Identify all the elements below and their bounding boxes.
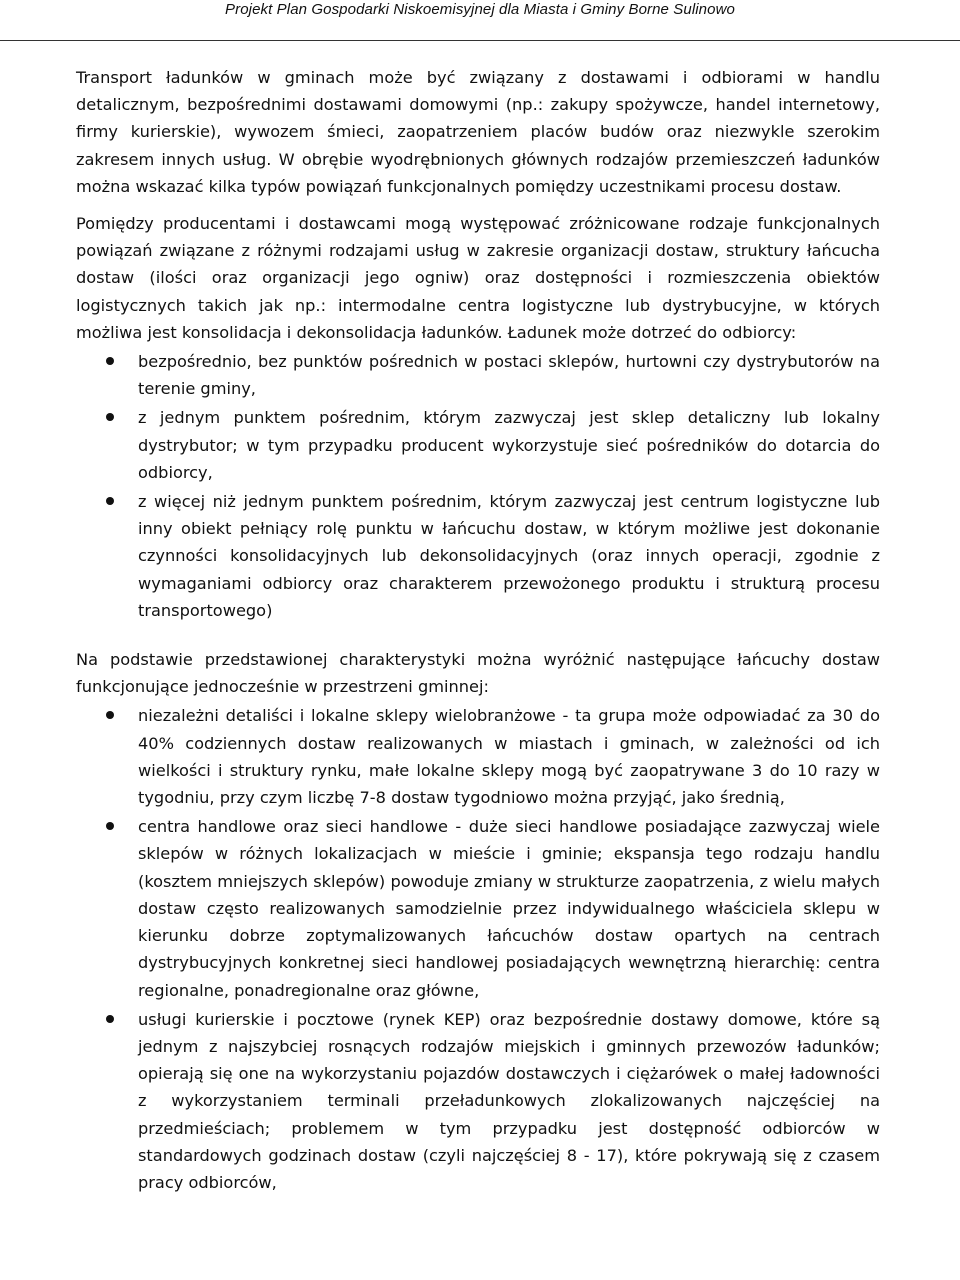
paragraph-1: Transport ładunków w gminach może być związany z dostawami i odbiorami w handlu detalicznym, bezpośrednimi dostawami domowymi (np.: zakupy spożywcze, handel internetowy, firmy kurierskie), wywozem śmieci, zaopatrzeniem placów budów oraz niezwykle szerokim zakresem innych usług. W obrębie wyodrębnionych głównych rodzajów przemieszczeń ładunków można wskazać kilka typów powiązań funkcjonalnych pomiędzy uczestnikami procesu dostaw. xyxy=(76,68,880,196)
header-title: Projekt Plan Gospodarki Niskoemisyjnej dla Miasta i Gminy Borne Sulinowo xyxy=(225,1,735,18)
paragraph-3: Na podstawie przedstawionej charakterystyki można wyróżnić następujące łańcuchy dostaw funkcjonujące jednocześnie w przestrzeni gminnej: xyxy=(76,650,880,697)
list-item-text: z jednym punktem pośrednim, którym zazwyczaj jest sklep detaliczny lub lokalny dystrybutor; w tym przypadku producent wykorzystuje sieć pośredników do dotarcia do odbiorcy, xyxy=(138,408,880,482)
page-header xyxy=(0,0,960,41)
bullet-icon xyxy=(106,357,114,365)
bullet-icon xyxy=(106,497,114,505)
bullet-icon xyxy=(106,711,114,719)
document-body xyxy=(76,64,880,1196)
list-item-text: centra handlowe oraz sieci handlowe - duże sieci handlowe posiadające zazwyczaj wiele sklepów w różnych lokalizacjach w mieście i gminie; ekspansja tego rodzaju handlu (kosztem mniejszych sklepów) powoduje zmiany w strukturze zaopatrzenia, z wielu małych dostaw często realizowanych samodzielnie przez indywidualnego właściciela sklepu w kierunku dobrze zoptymalizowanych łańcuchów dostaw opartych na centrach dystrybucyjnych konkretnej sieci handlowej posiadających wewnętrzną hierarchię: centra regionalne, ponadregionalne oraz główne, xyxy=(138,817,880,1000)
bullet-list-1 xyxy=(76,348,880,624)
bullet-icon xyxy=(106,822,114,830)
bullet-icon xyxy=(106,1015,114,1023)
list-item xyxy=(76,702,880,811)
bullet-icon xyxy=(106,413,114,421)
paragraph-2: Pomiędzy producentami i dostawcami mogą występować zróżnicowane rodzaje funkcjonalnych powiązań związane z różnymi rodzajami usług w zakresie organizacji dostaw, struktury łańcucha dostaw (ilości oraz organizacji jego ogniw) oraz dostępności i rozmieszczenia obiektów logistycznych takich jak np.: intermodalne centra logistyczne lub dystrybucyjne, w których możliwa jest konsolidacja i dekonsolidacja ładunków. Ładunek może dotrzeć do odbiorcy: xyxy=(76,214,880,342)
list-item-text: niezależni detaliści i lokalne sklepy wielobranżowe - ta grupa może odpowiadać za 30 do 40% codziennych dostaw realizowanych w miastach i gminach, w zależności od ich wielkości i struktury rynku, małe lokalne sklepy mogą być zaopatrywane 3 do 10 razy w tygodniu, przy czym liczbę 7-8 dostaw tygodniowo można przyjąć, jako średnią, xyxy=(138,706,880,808)
list-item-text: z więcej niż jednym punktem pośrednim, którym zazwyczaj jest centrum logistyczne lub inny obiekt pełniący rolę punktu w łańcuchu dostaw, w którym możliwe jest dokonanie czynności konsolidacyjnych lub dekonsolidacyjnych (oraz innych operacji, zgodnie z wymaganiami odbiorcy oraz charakterem przewożonego produktu i strukturą procesu transportowego) xyxy=(138,492,880,620)
list-item xyxy=(76,813,880,1003)
list-item xyxy=(76,1006,880,1196)
list-item-text: bezpośrednio, bez punktów pośrednich w postaci sklepów, hurtowni czy dystrybutorów na terenie gminy, xyxy=(138,352,880,399)
bullet-list-2 xyxy=(76,702,880,1196)
list-item xyxy=(76,348,880,402)
list-item xyxy=(76,488,880,624)
list-item-text: usługi kurierskie i pocztowe (rynek KEP) oraz bezpośrednie dostawy domowe, które są jednym z najszybciej rosnących rodzajów miejskich i gminnych przewozów ładunków; opierają się one na wykorzystaniu pojazdów dostawczych i ciężarówek o małej ładowności z wykorzystaniem terminali przeładunkowych zlokalizowanych najczęściej na przedmieściach; problemem w tym przypadku jest dostępność odbiorców w standardowych godzinach dostaw (czyli najczęściej 8 - 17), które pokrywają się z czasem pracy odbiorców, xyxy=(138,1009,880,1192)
list-item xyxy=(76,404,880,486)
